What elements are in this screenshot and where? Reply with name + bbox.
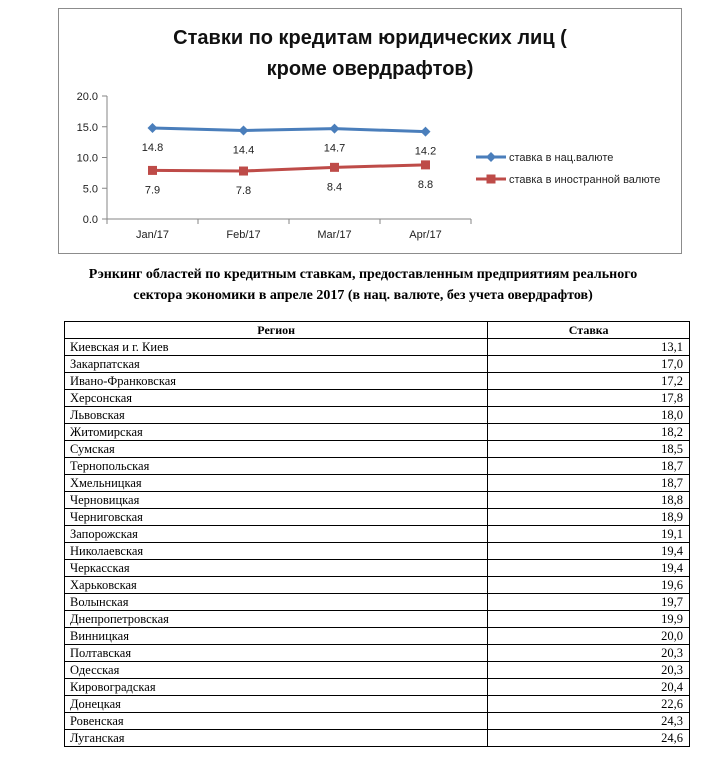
- table-row: [65, 611, 690, 628]
- table-row: [65, 509, 690, 526]
- series-line-2: [153, 165, 426, 171]
- rate-cell: 17,0: [488, 356, 690, 373]
- table-row: [65, 543, 690, 560]
- chart-container: [58, 8, 682, 254]
- rate-cell: 18,7: [488, 458, 690, 475]
- region-cell: Сумская: [65, 441, 488, 458]
- x-tick-label: Mar/17: [317, 229, 352, 241]
- table-row: [65, 458, 690, 475]
- chart-title-line-2: кроме овердрафтов): [266, 58, 474, 80]
- table-row: [65, 356, 690, 373]
- rate-cell: 19,1: [488, 526, 690, 543]
- legend-marker: [487, 175, 496, 184]
- legend-marker: [486, 152, 496, 162]
- rate-cell: 20,0: [488, 628, 690, 645]
- y-tick-label: 20.0: [76, 91, 98, 103]
- rate-cell: 20,4: [488, 679, 690, 696]
- table-row: [65, 679, 690, 696]
- data-point: [330, 163, 339, 172]
- region-cell: Николаевская: [65, 543, 488, 560]
- rate-cell: 19,4: [488, 560, 690, 577]
- column-header-region: Регион: [65, 322, 488, 339]
- region-cell: Волынская: [65, 594, 488, 611]
- region-cell: Закарпатская: [65, 356, 488, 373]
- region-cell: Тернопольская: [65, 458, 488, 475]
- data-label: 14.8: [141, 141, 164, 154]
- region-cell: Херсонская: [65, 390, 488, 407]
- line-chart: [59, 9, 681, 253]
- rate-cell: 24,6: [488, 730, 690, 747]
- rate-cell: 18,8: [488, 492, 690, 509]
- x-tick-label: Jan/17: [135, 229, 170, 241]
- region-cell: Кировоградская: [65, 679, 488, 696]
- plot-area: [77, 91, 471, 241]
- rate-cell: 13,1: [488, 339, 690, 356]
- rate-cell: 19,7: [488, 594, 690, 611]
- rate-cell: 19,9: [488, 611, 690, 628]
- rate-cell: 19,6: [488, 577, 690, 594]
- rate-cell: 18,0: [488, 407, 690, 424]
- rate-cell: 24,3: [488, 713, 690, 730]
- region-cell: Житомирская: [65, 424, 488, 441]
- ranking-heading-line-1: Рэнкинг областей по кредитным ставкам, предоставленным предприятиям реального: [88, 267, 638, 282]
- y-tick-label: 15.0: [76, 121, 98, 134]
- table-row: [65, 492, 690, 509]
- region-cell: Днепропетровская: [65, 611, 488, 628]
- rate-cell: 19,4: [488, 543, 690, 560]
- rate-cell: 20,3: [488, 645, 690, 662]
- table-row: [65, 475, 690, 492]
- rate-cell: 18,2: [488, 424, 690, 441]
- data-point: [421, 160, 430, 169]
- table-row: [65, 730, 690, 747]
- series-line-1: [153, 128, 426, 132]
- region-cell: Луганская: [65, 730, 488, 747]
- data-label: 8.8: [417, 178, 434, 191]
- region-cell: Одесская: [65, 662, 488, 679]
- data-point: [239, 125, 249, 135]
- y-tick-label: 10.0: [76, 152, 98, 165]
- table-row: [65, 526, 690, 543]
- ranking-heading-line-2: сектора экономики в апреле 2017 (в нац. валюте, без учета овердрафтов): [133, 288, 593, 303]
- region-cell: Полтавская: [65, 645, 488, 662]
- table-row: [65, 577, 690, 594]
- table-row: [65, 441, 690, 458]
- y-tick-label: 5.0: [82, 183, 98, 196]
- region-cell: Запорожская: [65, 526, 488, 543]
- table-row: [65, 645, 690, 662]
- x-tick-label: Apr/17: [409, 229, 442, 241]
- region-cell: Хмельницкая: [65, 475, 488, 492]
- table-row: [65, 696, 690, 713]
- table-row: [65, 662, 690, 679]
- data-point: [239, 167, 248, 176]
- column-header-rate: Ставка: [488, 322, 690, 339]
- ranking-table-body: [65, 339, 690, 747]
- legend-label: ставка в иностранной валюте: [509, 174, 661, 186]
- rate-cell: 17,2: [488, 373, 690, 390]
- table-row: [65, 628, 690, 645]
- region-cell: Ивано-Франковская: [65, 373, 488, 390]
- chart-title-line-1: Ставки по кредитам юридических лиц (: [173, 27, 567, 49]
- rate-cell: 18,5: [488, 441, 690, 458]
- data-point: [421, 127, 431, 137]
- rate-cell: 18,9: [488, 509, 690, 526]
- region-cell: Донецкая: [65, 696, 488, 713]
- region-cell: Киевская и г. Киев: [65, 339, 488, 356]
- table-row: [65, 424, 690, 441]
- legend-label: ставка в нац.валюте: [509, 152, 614, 164]
- y-tick-label: 0.0: [82, 214, 98, 226]
- table-row: [65, 713, 690, 730]
- data-label: 14.4: [232, 144, 255, 157]
- region-cell: Черкасская: [65, 560, 488, 577]
- region-cell: Черновицкая: [65, 492, 488, 509]
- data-point: [148, 166, 157, 175]
- data-label: 8.4: [326, 181, 343, 194]
- table-row: [65, 560, 690, 577]
- table-row: [65, 339, 690, 356]
- rate-cell: 22,6: [488, 696, 690, 713]
- rate-cell: 20,3: [488, 662, 690, 679]
- table-row: [65, 407, 690, 424]
- legend: [476, 152, 660, 186]
- region-cell: Ровенская: [65, 713, 488, 730]
- ranking-heading: [40, 264, 686, 306]
- rate-cell: 18,7: [488, 475, 690, 492]
- region-cell: Винницкая: [65, 628, 488, 645]
- table-row: [65, 373, 690, 390]
- region-cell: Харьковская: [65, 577, 488, 594]
- data-point: [330, 124, 340, 134]
- data-label: 7.8: [235, 185, 252, 198]
- region-cell: Черниговская: [65, 509, 488, 526]
- table-row: [65, 390, 690, 407]
- data-label: 7.9: [144, 184, 161, 197]
- table-header-row: [65, 322, 690, 339]
- region-cell: Львовская: [65, 407, 488, 424]
- data-label: 14.7: [323, 142, 346, 155]
- ranking-table: [64, 321, 690, 747]
- table-row: [65, 594, 690, 611]
- rate-cell: 17,8: [488, 390, 690, 407]
- data-label: 14.2: [414, 145, 437, 158]
- data-point: [148, 123, 158, 133]
- x-tick-label: Feb/17: [226, 229, 261, 241]
